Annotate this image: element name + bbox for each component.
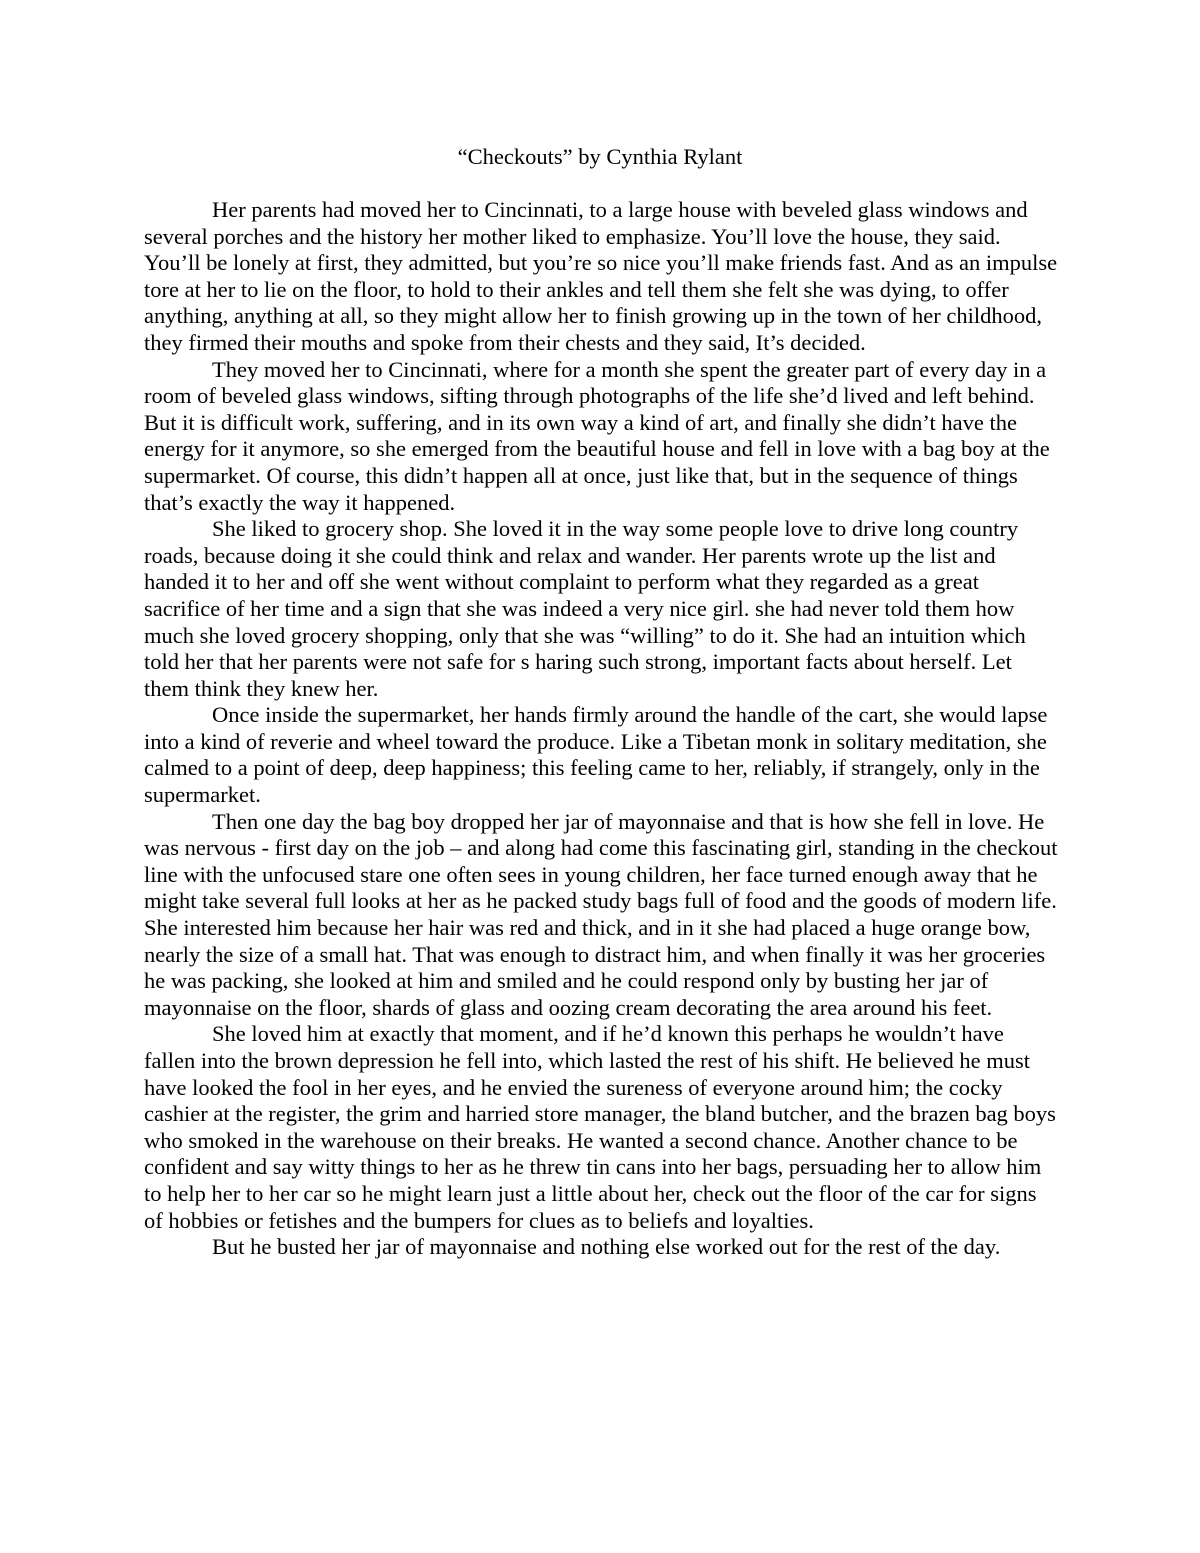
paragraph-5: Then one day the bag boy dropped her jar of mayonnaise and that is how she fell in love. He was nervous - first day on the job – and along had come this fascinating girl, standing in the checkout line with the unfocused stare one often sees in young children, her face turned enough away that he might take several full looks at her as he packed study bags full of food and the goods of modern life. She interested him because her hair was red and thick, and in it she had placed a huge orange bow, nearly the size of a small hat. That was enough to distract him, and when finally it was her groceries he was packing, she looked at him and smiled and he could respond only by busting her jar of mayonnaise on the floor, shards of glass and oozing cream decorating the area around his feet.: [144, 808, 1058, 1020]
document-body: [144, 197, 1059, 1261]
paragraph-7: But he busted her jar of mayonnaise and nothing else worked out for the rest of the day.: [212, 1234, 1001, 1260]
paragraph-3: She liked to grocery shop. She loved it in the way some people love to drive long country roads, because doing it she could think and relax and wander. Her parents wrote up the list and handed it to her and off she went without complaint to perform what they regarded as a great sacrifice of her time and a sign that she was indeed a very nice girl. she had never told them how much she loved grocery shopping, only that she was “willing” to do it. She had an intuition which told her that her parents were not safe for s haring such strong, important facts about herself. Let them think they knew her.: [144, 516, 1026, 701]
paragraph-6: She loved him at exactly that moment, and if he’d known this perhaps he wouldn’t have fallen into the brown depression he fell into, which lasted the rest of his shift. He believed he must have looked the fool in her eyes, and he envied the sureness of everyone around him; the cocky cashier at the register, the grim and harried store manager, the bland butcher, and the brazen bag boys who smoked in the warehouse on their breaks. He wanted a second chance. Another chance to be confident and say witty things to her as he threw tin cans into her bags, persuading her to allow him to help her to her car so he might learn just a little about her, check out the floor of the car for signs of hobbies or fetishes and the bumpers for clues as to beliefs and loyalties.: [144, 1021, 1056, 1233]
document-title: “Checkouts” by Cynthia Rylant: [457, 144, 743, 169]
paragraph-4: Once inside the supermarket, her hands firmly around the handle of the cart, she would lapse into a kind of reverie and wheel toward the produce. Like a Tibetan monk in solitary meditation, she calmed to a point of deep, deep happiness; this feeling came to her, reliably, if strangely, only in the supermarket.: [144, 702, 1048, 808]
paragraph-2: They moved her to Cincinnati, where for a month she spent the greater part of every day in a room of beveled glass windows, sifting through photographs of the life she’d lived and left behind. But it is difficult work, suffering, and in its own way a kind of art, and finally she didn’t have the energy for it anymore, so she emerged from the beautiful house and fell in love with a bag boy at the supermarket. Of course, this didn’t happen all at once, just like that, but in the sequence of things that’s exactly the way it happened.: [144, 356, 1050, 515]
paragraph-1: Her parents had moved her to Cincinnati, to a large house with beveled glass windows and several porches and the history her mother liked to emphasize. You’ll love the house, they said. You’ll be lonely at first, they admitted, but you’re so nice you’ll make friends fast. And as an impulse tore at her to lie on the floor, to hold to their ankles and tell them she felt she was dying, to offer anything, anything at all, so they might allow her to finish growing up in the town of her childhood, they firmed their mouths and spoke from their chests and they said, It’s decided.: [144, 197, 1058, 355]
